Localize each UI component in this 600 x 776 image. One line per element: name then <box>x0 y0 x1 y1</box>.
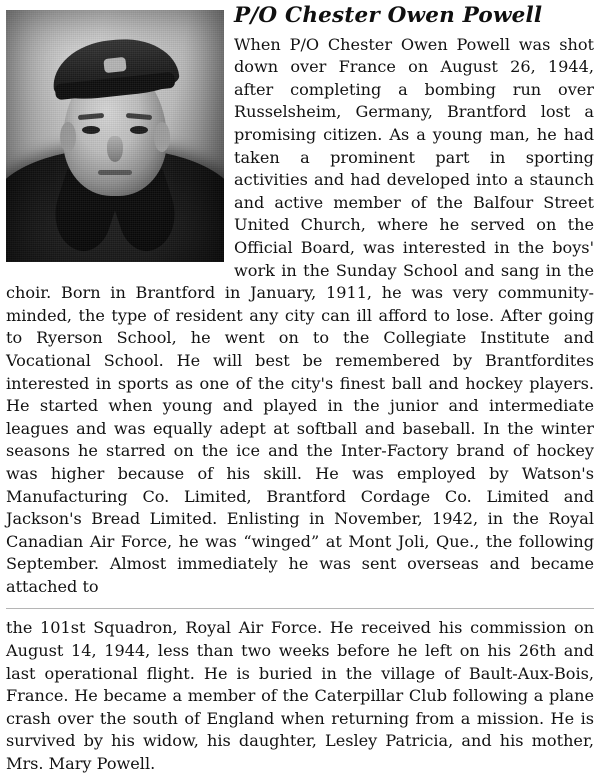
page-title: P/O Chester Owen Powell <box>234 3 543 28</box>
portrait-photo <box>6 10 224 262</box>
biography-paragraph-1: When P/O Chester Owen Powell was shot down over France on August 26, 1944, after completing a bombing run over Russelsheim, Germany, Brantford lost a promising citizen. As a young man, he had taken a prominent part in sporting activities and had developed into a staunch and active member of the Balfour Street United Church, where he served on the Official Board, was interested in the boys' work in the Sunday School and sang in the choir. Born in Brantford in January, 1911, he was very community-minded, the type of resident any city can ill afford to lose. After going to Ryerson School, he went on to the Collegiate Institute and Vocational School. He will best be remembered by Brantfordites interested in sports as one of the city's finest ball and hockey players. He started when young and played in the junior and intermediate leagues and was equally adept at softball and baseball. In the winter seasons he starred on the ice and the Inter-Factory brand of hockey was higher because of his skill. He was employed by Watson's Manufacturing Co. Limited, Brantford Cordage Co. Limited and Jackson's Bread Limited. Enlisting in November, 1942, in the Royal Canadian Air Force, he was “winged” at Mont Joli, Que., the following September. Almost immediately he was sent overseas and became attached to <box>6 34 594 596</box>
photo-vignette <box>6 10 224 262</box>
section-divider <box>6 608 594 609</box>
portrait-image <box>6 10 224 262</box>
biography-paragraph-2: the 101st Squadron, Royal Air Force. He received his commission on August 14, 1944, less than two weeks before he left on his 26th and last operational flight. He is buried in the village of Bault-Aux-Bois, France. He became a member of the Caterpillar Club following a plane crash over the south of England when returning from a mission. He is survived by his widow, his daughter, Lesley Patricia, and his mother, Mrs. Mary Powell. <box>6 618 594 774</box>
